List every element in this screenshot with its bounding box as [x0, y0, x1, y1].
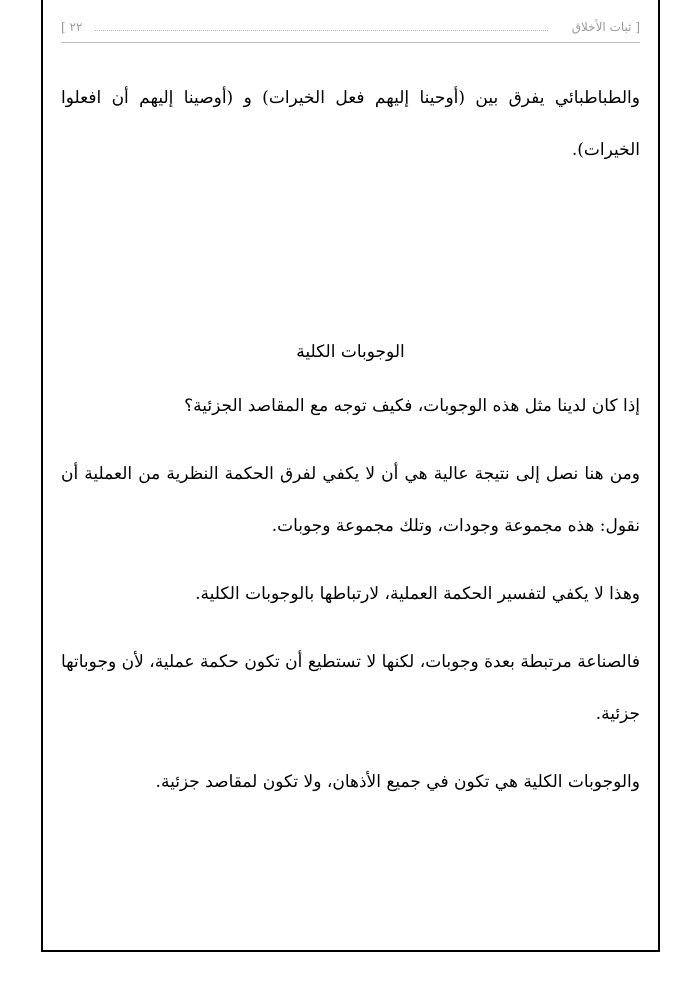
- page-body: [61, 72, 640, 808]
- book-title: [ ثبات الأخلاق: [571, 20, 640, 34]
- paragraph-1: إذا كان لدينا مثل هذه الوجوبات، فكيف توجه مع المقاصد الجزئية؟: [184, 396, 640, 416]
- book-page: [41, 0, 660, 952]
- blank-space: [61, 176, 640, 326]
- running-header: [61, 18, 640, 43]
- section-heading: الوجوبات الكلية: [296, 342, 405, 362]
- paragraph-5: والوجوبات الكلية هي تكون في جميع الأذهان، ولا تكون لمقاصد جزئية.: [155, 772, 640, 792]
- intro-paragraph: والطباطبائي يفرق بين (أوحينا إليهم فعل الخيرات) و (أوصينا إليهم أن افعلوا الخيرات).: [61, 88, 640, 160]
- page-number: ٢٢ ]: [61, 20, 83, 34]
- paragraph-4: فالصناعة مرتبطة بعدة وجوبات، لكنها لا تستطيع أن تكون حكمة عملية، لأن وجوباتها جزئية.: [61, 652, 640, 724]
- header-dotted-leader: [95, 30, 548, 31]
- paragraph-3: وهذا لا يكفي لتفسير الحكمة العملية، لارتباطها بالوجوبات الكلية.: [195, 584, 640, 604]
- paragraph-2: ومن هنا نصل إلى نتيجة عالية هي أن لا يكفي لفرق الحكمة النظرية من العملية أن نقول: هذه مجموعة وجودات، وتلك مجموعة وجوبات.: [61, 464, 640, 536]
